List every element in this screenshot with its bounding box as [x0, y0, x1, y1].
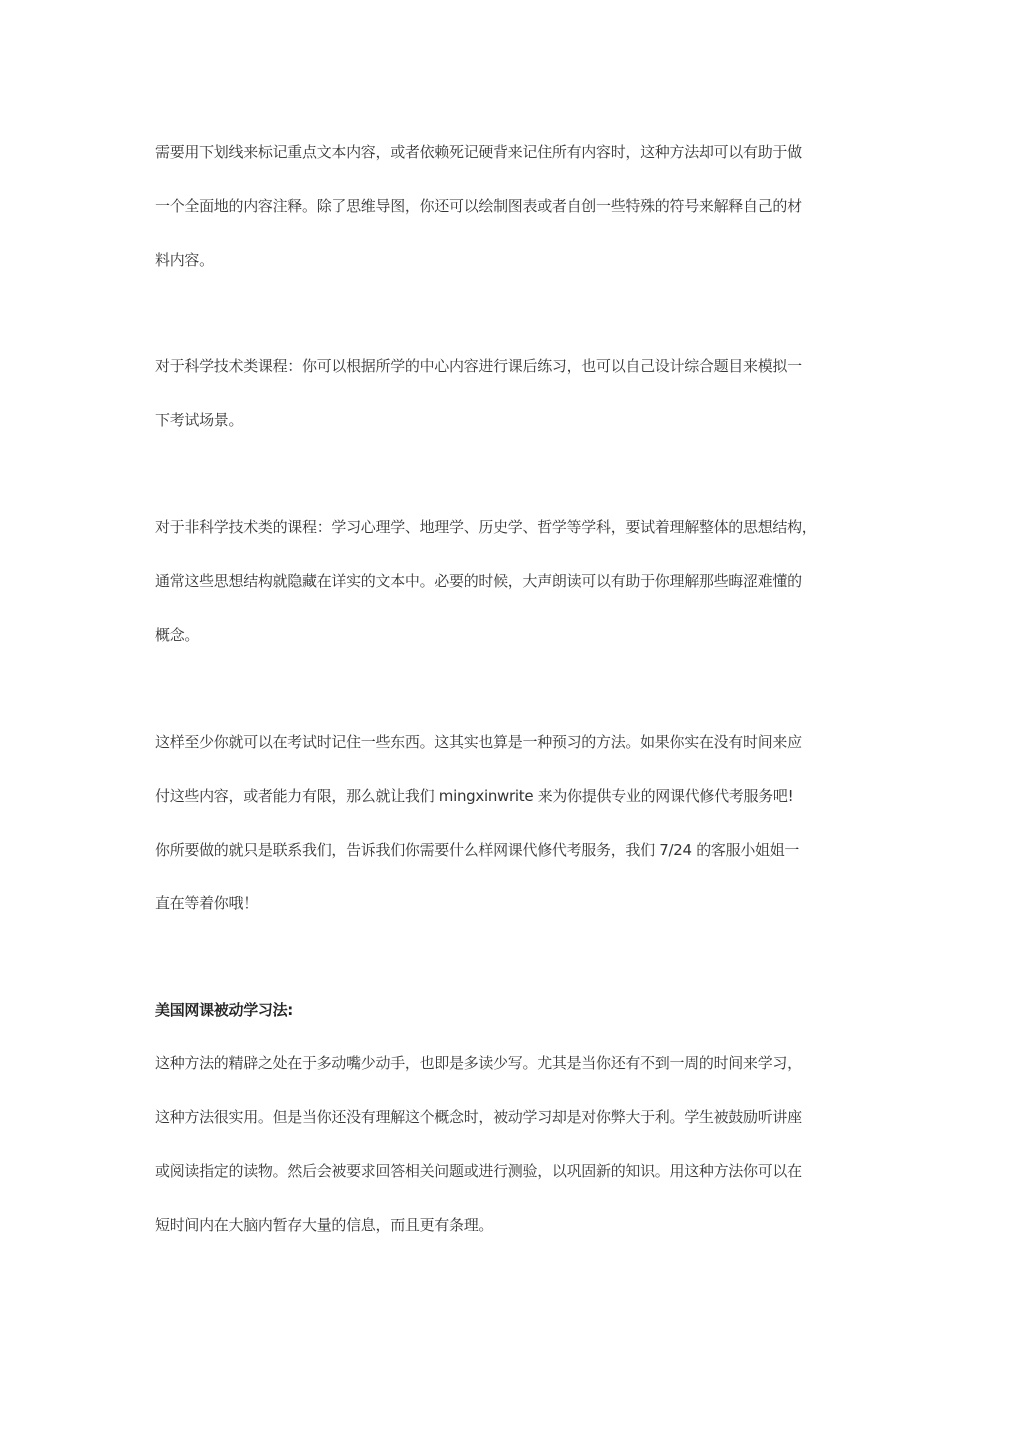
section-heading: 美国网课被动学习法:	[155, 1001, 293, 1019]
paragraph-1-line-3: 料内容。	[155, 251, 214, 269]
paragraph-3-line-3: 概念。	[155, 626, 200, 644]
section-line-1: 这种方法的精辟之处在于多动嘴少动手，也即是多读少写。尤其是当你还有不到一周的时间来学习，	[155, 1054, 802, 1072]
paragraph-3-line-2: 通常这些思想结构就隐藏在详实的文本中。必要的时候，大声朗读可以有助于你理解那些晦涩难懂的	[155, 572, 802, 590]
section-line-3: 或阅读指定的读物。然后会被要求回答相关问题或进行测验，以巩固新的知识。用这种方法你可以在	[155, 1162, 802, 1180]
paragraph-1-line-2: 一个全面地的内容注释。除了思维导图，你还可以绘制图表或者自创一些特殊的符号来解释自己的材	[155, 197, 802, 215]
paragraph-4-line-3: 你所要做的就只是联系我们，告诉我们你需要什么样网课代修代考服务，我们 7/24 的客服小姐姐一	[155, 841, 800, 859]
paragraph-2-line-2: 下考试场景。	[155, 411, 244, 429]
paragraph-1-line-1: 需要用下划线来标记重点文本内容，或者依赖死记硬背来记住所有内容时，这种方法却可以有助于做	[155, 143, 802, 161]
paragraph-4-line-4: 直在等着你哦！	[155, 894, 258, 912]
paragraph-4-line-1: 这样至少你就可以在考试时记住一些东西。这其实也算是一种预习的方法。如果你实在没有时间来应	[155, 733, 802, 751]
section-line-2: 这种方法很实用。但是当你还没有理解这个概念时，被动学习却是对你弊大于利。学生被鼓励听讲座	[155, 1108, 802, 1126]
paragraph-2-line-1: 对于科学技术类课程：你可以根据所学的中心内容进行课后练习，也可以自己设计综合题目来模拟一	[155, 357, 802, 375]
paragraph-4-line-2: 付这些内容，或者能力有限，那么就让我们 mingxinwrite 来为你提供专业的网课代修代考服务吧!	[155, 787, 794, 805]
section-line-4: 短时间内在大脑内暂存大量的信息，而且更有条理。	[155, 1216, 494, 1234]
paragraph-3-line-1: 对于非科学技术类的课程：学习心理学、地理学、历史学、哲学等学科，要试着理解整体的思想结构，	[155, 518, 817, 536]
